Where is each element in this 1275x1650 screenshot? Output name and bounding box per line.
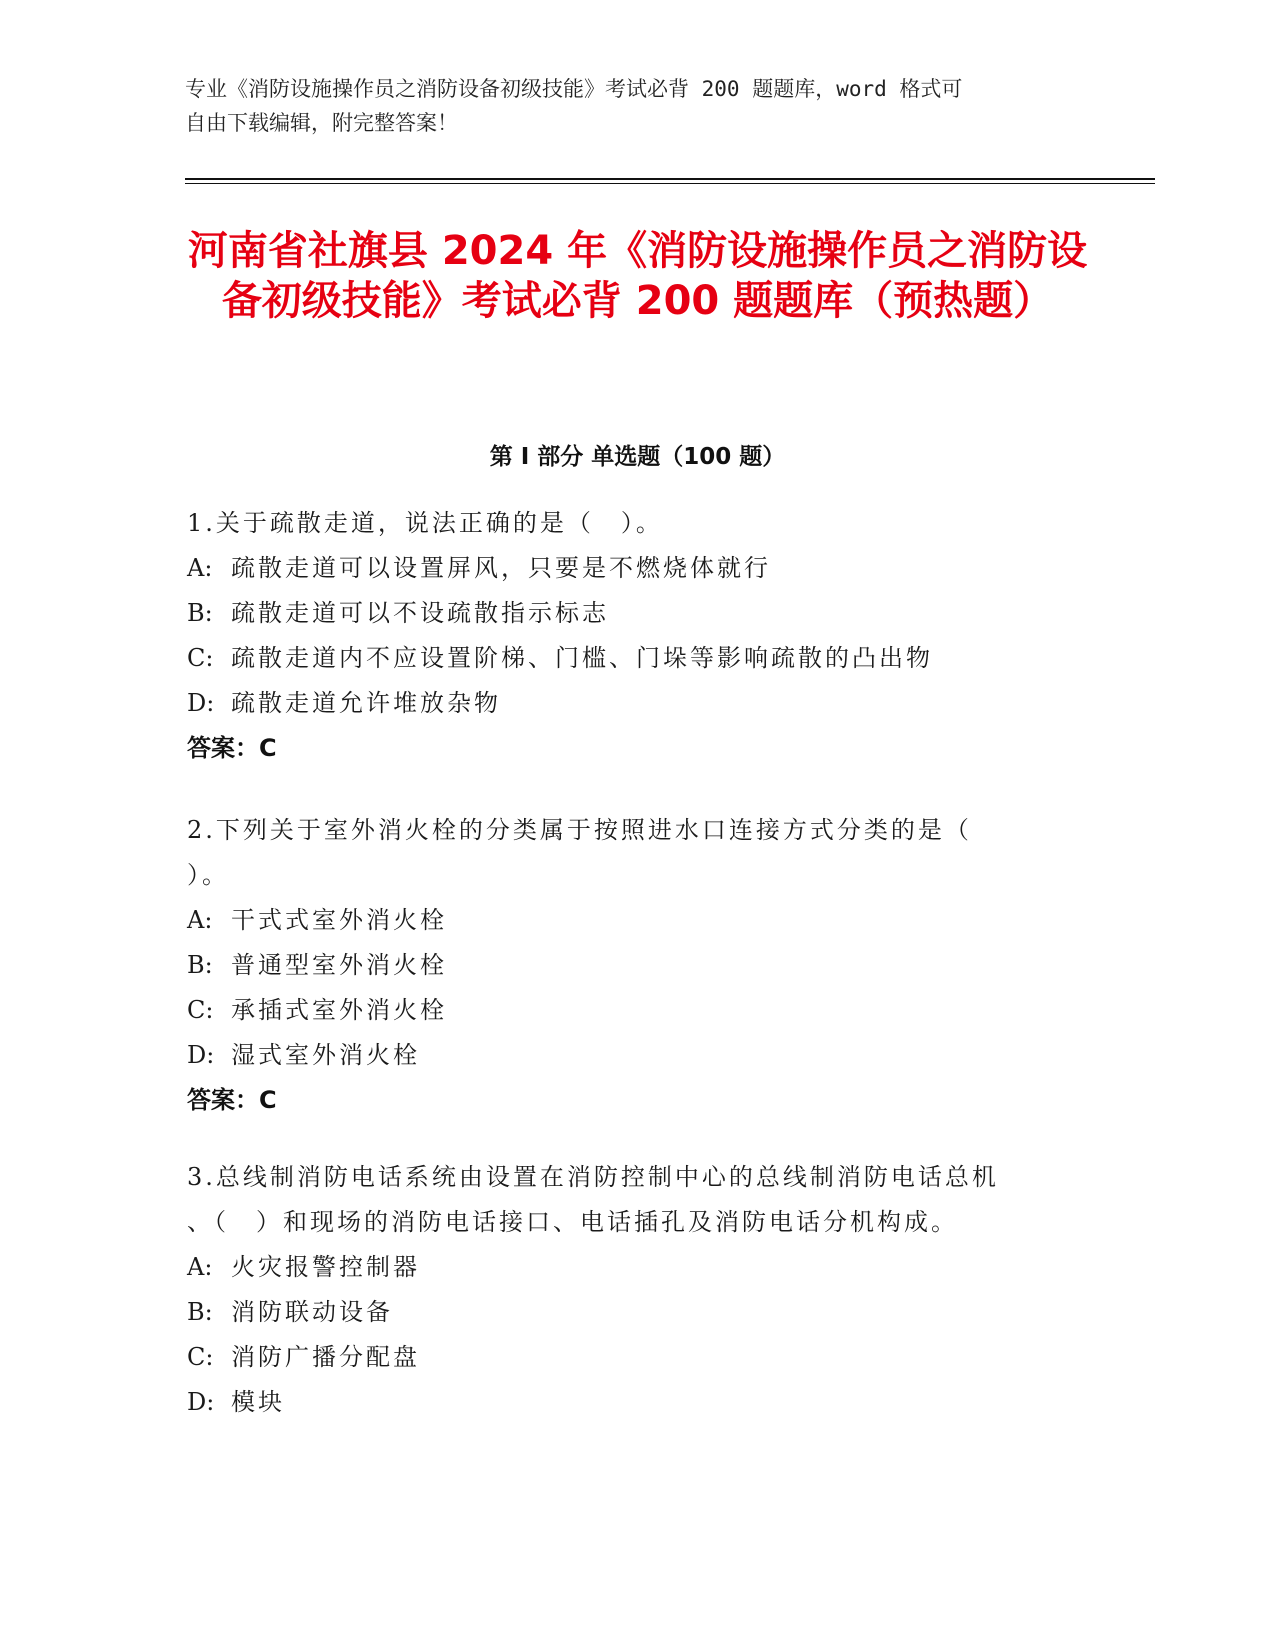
option-text: 模块 xyxy=(231,1388,285,1416)
option-d xyxy=(187,1033,1067,1078)
option-key: B: xyxy=(187,599,213,627)
option-key: D: xyxy=(187,1041,215,1069)
answer: 答案：C xyxy=(187,1086,277,1114)
option-b xyxy=(187,943,1067,988)
option-a xyxy=(187,546,1067,591)
option-c xyxy=(187,1335,1067,1380)
option-key: A: xyxy=(187,906,213,934)
option-key: D: xyxy=(187,1388,215,1416)
option-key: C: xyxy=(187,644,214,672)
option-key: C: xyxy=(187,996,214,1024)
option-key: C: xyxy=(187,1343,214,1371)
option-c xyxy=(187,988,1067,1033)
option-key: A: xyxy=(187,554,213,582)
option-b xyxy=(187,1290,1067,1335)
option-a xyxy=(187,898,1067,943)
question-1 xyxy=(187,501,1067,771)
document-title: 河南省社旗县 2024 年《消防设施操作员之消防设备初级技能》考试必背 200 题题库（预热题） xyxy=(187,228,1088,324)
option-text: 疏散走道可以不设疏散指示标志 xyxy=(231,599,609,627)
question-3 xyxy=(187,1155,1067,1425)
option-key: B: xyxy=(187,951,213,979)
option-text: 干式式室外消火栓 xyxy=(231,906,447,934)
option-text: 疏散走道内不应设置阶梯、门槛、门垛等影响疏散的凸出物 xyxy=(231,644,933,672)
option-text: 火灾报警控制器 xyxy=(231,1253,420,1281)
option-text: 承插式室外消火栓 xyxy=(231,996,447,1024)
question-stem: 3.总线制消防电话系统由设置在消防控制中心的总线制消防电话总机 、（ ）和现场的消防电话接口、电话插孔及消防电话分机构成。 xyxy=(187,1163,999,1236)
option-d xyxy=(187,1380,1067,1425)
option-b xyxy=(187,591,1067,636)
question-2 xyxy=(187,808,1067,1123)
option-key: D: xyxy=(187,689,215,717)
header-divider-thick xyxy=(185,178,1155,180)
option-text: 消防广播分配盘 xyxy=(231,1343,420,1371)
header-note: 专业《消防设施操作员之消防设备初级技能》考试必背 200 题题库，word 格式可 自由下载编辑，附完整答案！ xyxy=(185,77,963,135)
option-key: A: xyxy=(187,1253,213,1281)
section-title: 第 I 部分 单选题（100 题） xyxy=(489,444,786,470)
question-stem: 1.关于疏散走道，说法正确的是（ ）。 xyxy=(187,509,663,537)
option-text: 疏散走道可以设置屏风，只要是不燃烧体就行 xyxy=(231,554,771,582)
answer: 答案：C xyxy=(187,734,277,762)
option-a xyxy=(187,1245,1067,1290)
option-key: B: xyxy=(187,1298,213,1326)
option-d xyxy=(187,681,1067,726)
header-divider-thin xyxy=(185,183,1155,184)
option-text: 湿式室外消火栓 xyxy=(231,1041,420,1069)
option-text: 普通型室外消火栓 xyxy=(231,951,447,979)
option-text: 疏散走道允许堆放杂物 xyxy=(231,689,501,717)
option-text: 消防联动设备 xyxy=(231,1298,393,1326)
option-c xyxy=(187,636,1067,681)
question-stem: 2.下列关于室外消火栓的分类属于按照进水口连接方式分类的是（ ）。 xyxy=(187,816,972,889)
